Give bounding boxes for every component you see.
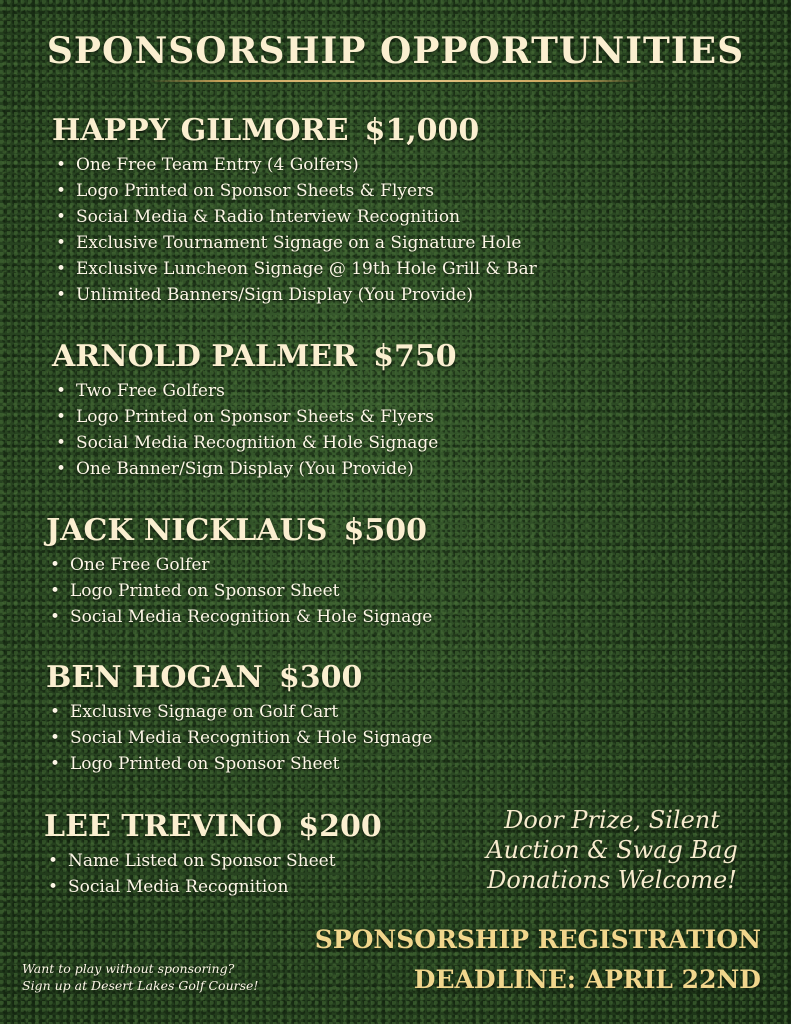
- tier-price: $500: [343, 513, 427, 548]
- benefit-item: • Logo Printed on Sponsor Sheets & Flyers: [76, 178, 537, 204]
- tier-name: JACK NICKLAUS: [46, 513, 328, 548]
- tier-heading: [44, 808, 382, 846]
- tier-price: $200: [298, 809, 382, 844]
- tier-name: HAPPY GILMORE: [52, 113, 349, 148]
- benefit-item: • One Free Golfer: [70, 552, 432, 578]
- benefit-item: • Two Free Golfers: [76, 378, 457, 404]
- note-line: Want to play without sponsoring?: [22, 961, 235, 976]
- benefit-item: • Social Media Recognition & Hole Signage: [70, 604, 432, 630]
- tier-happy-gilmore: [52, 112, 537, 308]
- donations-line: Auction & Swag Bag: [486, 836, 738, 864]
- tier-ben-hogan: [46, 659, 432, 777]
- tier-arnold-palmer: [52, 338, 457, 482]
- benefit-item: • Logo Printed on Sponsor Sheet: [70, 578, 432, 604]
- deadline-line: DEADLINE: APRIL 22ND: [413, 965, 761, 994]
- benefit-item: • Exclusive Signage on Golf Cart: [70, 699, 432, 725]
- tier-jack-nicklaus: [46, 512, 432, 630]
- title-divider: [148, 80, 643, 82]
- page-title: SPONSORSHIP OPPORTUNITIES: [46, 30, 745, 72]
- benefit-list: [44, 848, 382, 900]
- tier-price: $1,000: [364, 113, 480, 148]
- tier-heading: [52, 338, 457, 376]
- benefit-list: [52, 378, 457, 482]
- registration-deadline: [315, 920, 761, 1000]
- benefit-list: [52, 152, 537, 308]
- benefit-item: • Social Media Recognition & Hole Signage: [70, 725, 432, 751]
- tier-heading: [46, 659, 432, 697]
- play-without-sponsoring-note: [22, 960, 258, 994]
- benefit-list: [46, 552, 432, 630]
- donations-line: Door Prize, Silent: [504, 806, 720, 834]
- benefit-item: • Logo Printed on Sponsor Sheet: [70, 751, 432, 777]
- benefit-item: • Social Media & Radio Interview Recognition: [76, 204, 537, 230]
- tier-name: BEN HOGAN: [46, 660, 263, 695]
- benefit-item: • Exclusive Tournament Signage on a Signature Hole: [76, 230, 537, 256]
- benefit-item: • Logo Printed on Sponsor Sheets & Flyers: [76, 404, 457, 430]
- deadline-line: SPONSORSHIP REGISTRATION: [314, 925, 761, 954]
- benefit-item: • Social Media Recognition: [68, 874, 382, 900]
- benefit-item: • One Free Team Entry (4 Golfers): [76, 152, 537, 178]
- tier-heading: [52, 112, 537, 150]
- benefit-item: • Exclusive Luncheon Signage @ 19th Hole Grill & Bar: [76, 256, 537, 282]
- tier-name: LEE TREVINO: [44, 809, 283, 844]
- tier-name: ARNOLD PALMER: [52, 339, 358, 374]
- benefit-item: • One Banner/Sign Display (You Provide): [76, 456, 457, 482]
- note-line: Sign up at Desert Lakes Golf Course!: [22, 978, 259, 993]
- benefit-list: [46, 699, 432, 777]
- tier-price: $750: [373, 339, 457, 374]
- tier-lee-trevino: [44, 808, 382, 900]
- donations-callout: [462, 805, 762, 895]
- donations-line: Donations Welcome!: [487, 866, 737, 894]
- tier-heading: [46, 512, 432, 550]
- tier-price: $300: [278, 660, 363, 695]
- benefit-item: • Name Listed on Sponsor Sheet: [68, 848, 382, 874]
- benefit-item: • Social Media Recognition & Hole Signage: [76, 430, 457, 456]
- benefit-item: • Unlimited Banners/Sign Display (You Provide): [76, 282, 537, 308]
